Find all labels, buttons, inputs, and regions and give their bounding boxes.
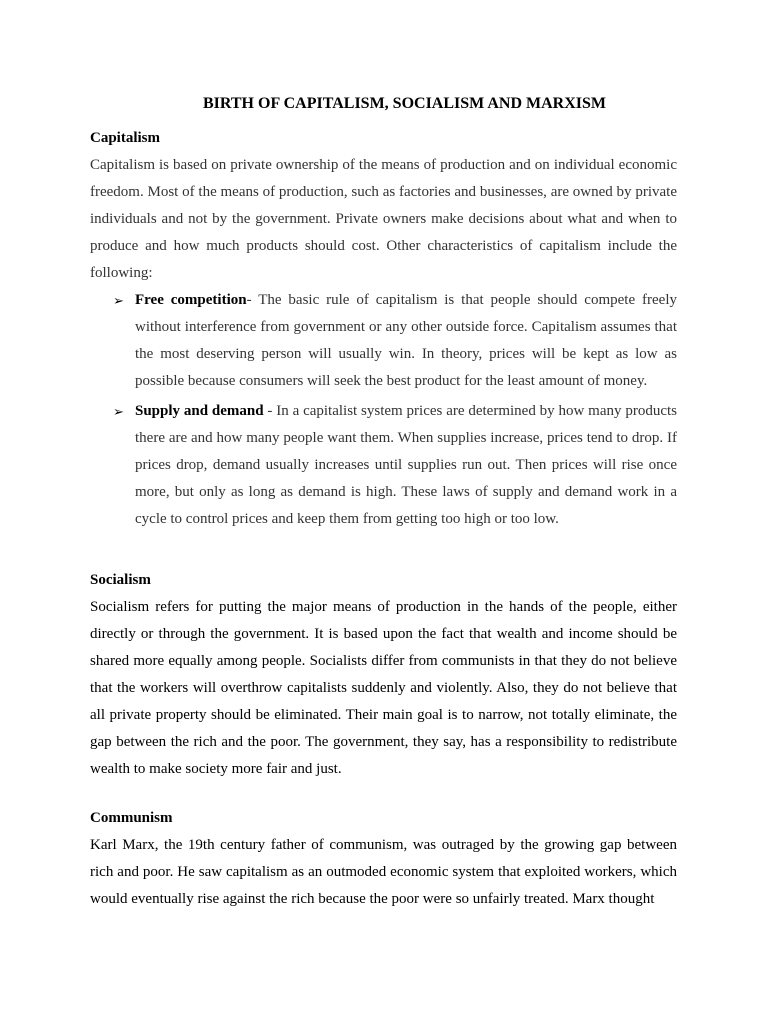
bullet-term: Supply and demand [135,403,264,419]
capitalism-intro: Capitalism is based on private ownership of the means of production and on individual economic freedom. Most of the means of production, such as factories and businesses, are owned by private individuals and not by the government. Private owners make decisions about what and when to produce and how much products should cost. Other characteristics of capitalism include the following: [90,157,677,281]
list-item-supply-and-demand [90,398,677,533]
capitalism-section [90,128,677,533]
communism-section [90,808,677,913]
bullet-term: Free competition [135,292,247,308]
bullet-text: - In a capitalist system prices are determined by how many products there are and how many people want them. When supplies increase, prices tend to drop. If prices drop, demand usually increases until supplies run out. Then prices will rise once more, but only as long as demand is high. These laws of supply and demand work in a cycle to control prices and keep them from getting too high or too low. [135,403,677,527]
section-spacer [90,783,677,808]
capitalism-heading: Capitalism [90,130,161,146]
capitalism-characteristics-list [90,287,677,533]
document-page [90,94,677,913]
arrow-bullet-icon: ➢ [113,293,124,308]
document-title: BIRTH OF CAPITALISM, SOCIALISM AND MARXISM [202,95,607,112]
arrow-bullet-icon: ➢ [113,404,124,419]
socialism-body: Socialism refers for putting the major means of production in the hands of the people, either directly or through the government. It is based upon the fact that wealth and income should be shared more equally among people. Socialists differ from communists in that they do not believe that the workers will overthrow capitalists suddenly and violently. Also, they do not believe that all private property should be eliminated. Their main goal is to narrow, not totally eliminate, the gap between the rich and the poor. The government, they say, has a responsibility to redistribute wealth to make society more fair and just. [90,599,677,777]
section-spacer [90,533,677,570]
list-item-free-competition [90,287,677,395]
communism-body: Karl Marx, the 19th century father of communism, was outraged by the growing gap between rich and poor. He saw capitalism as an outmoded economic system that exploited workers, which would eventually rise against the rich because the poor were so unfairly treated. Marx thought [90,837,677,907]
socialism-section [90,570,677,783]
bullet-text: - The basic rule of capitalism is that people should compete freely without interference from government or any other outside force. Capitalism assumes that the most deserving person will usually win. In theory, prices will be kept as low as possible because consumers will seek the best product for the least amount of money. [135,292,677,389]
socialism-heading: Socialism [90,572,151,588]
communism-heading: Communism [90,810,173,826]
